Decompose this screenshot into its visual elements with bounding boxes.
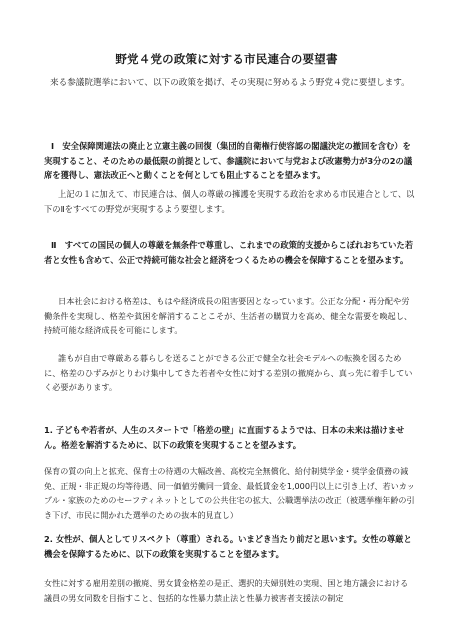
item-2-body: 女性に対する雇用差別の撤廃、男女賃金格差の是正、選択的夫婦別姓の実現、国と地方議会における議員の男女同数を目指すこと、包括的な性暴力禁止法と性暴力被害者支援法の制定 — [44, 578, 409, 603]
page-title: 野党４党の政策に対する市民連合の要望書 — [115, 52, 338, 66]
item-1-heading: 1. 子どもや若者が、人生のスタートで「格差の壁」に直面するようでは、日本の未来は描けません。格差を解消するために、以下の政策を実現することを望みます。 — [44, 425, 405, 450]
section-1-heading: Ⅰ 安全保障関連法の廃止と立憲主義の回復（集団的自衛権行使容認の閣議決定の撤回を含む）を実現すること、そのための最低限の前提として、参議院において与党および改憲勢力が3分の2の議席を獲得し、憲法改正へと動くことを何としても阻止することを望みます。 — [44, 141, 413, 180]
section-1-body: 上記の１に加えて、市民連合は、個人の尊厳の擁護を実現する政治を求める市民連合として、以下のⅡをすべての野党が実現するよう要望します。 — [44, 189, 415, 214]
lead-paragraph: 来る参議院選挙において、以下の政策を掲げ、その実現に努めるよう野党４党に要望します。 — [50, 78, 410, 88]
section-2-body-1: 日本社会における格差は、もはや経済成長の阻害要因となっています。公正な分配・再分配や労働条件を実現し、格差や貧困を解消することこそが、生活者の購買力を高め、健全な需要を喚起し、持続可能な経済成長を可能にします。 — [44, 296, 413, 335]
section-2-body-2: 誰もが自由で尊厳ある暮らしを送ることができる公正で健全な社会モデルへの転換を図るために、格差のひずみがとりわけ集中してきた若者や女性に対する差別の撤廃から、真っ先に着手していく必要があります。 — [44, 353, 413, 392]
item-1-body: 保育の質の向上と拡充、保育士の待遇の大幅改善、高校完全無償化、給付制奨学金・奨学金債務の減免、正規・非正規の均等待遇、同一価値労働同一賃金、最低賃金を1,000円以上に引き上げ、若いカップル・家族のためのセーフティネットとしての公共住宅の拡大、公職選挙法の改正（被選挙権年齢の引き下げ、市民に開かれた選挙のための抜本的見直し） — [44, 466, 415, 520]
item-2-heading: 2. 女性が、個人としてリスペクト（尊重）される。いまどき当たり前だと思います。女性の尊厳と機会を保障するために、以下の政策を実現することを望みます。 — [44, 534, 412, 559]
section-2-heading: Ⅱ すべての国民の個人の尊厳を無条件で尊重し、これまでの政策的支援からこぼれおちていた若者と女性も含めて、公正で持続可能な社会と経済をつくるための機会を保障することを望みます。 — [44, 240, 413, 265]
